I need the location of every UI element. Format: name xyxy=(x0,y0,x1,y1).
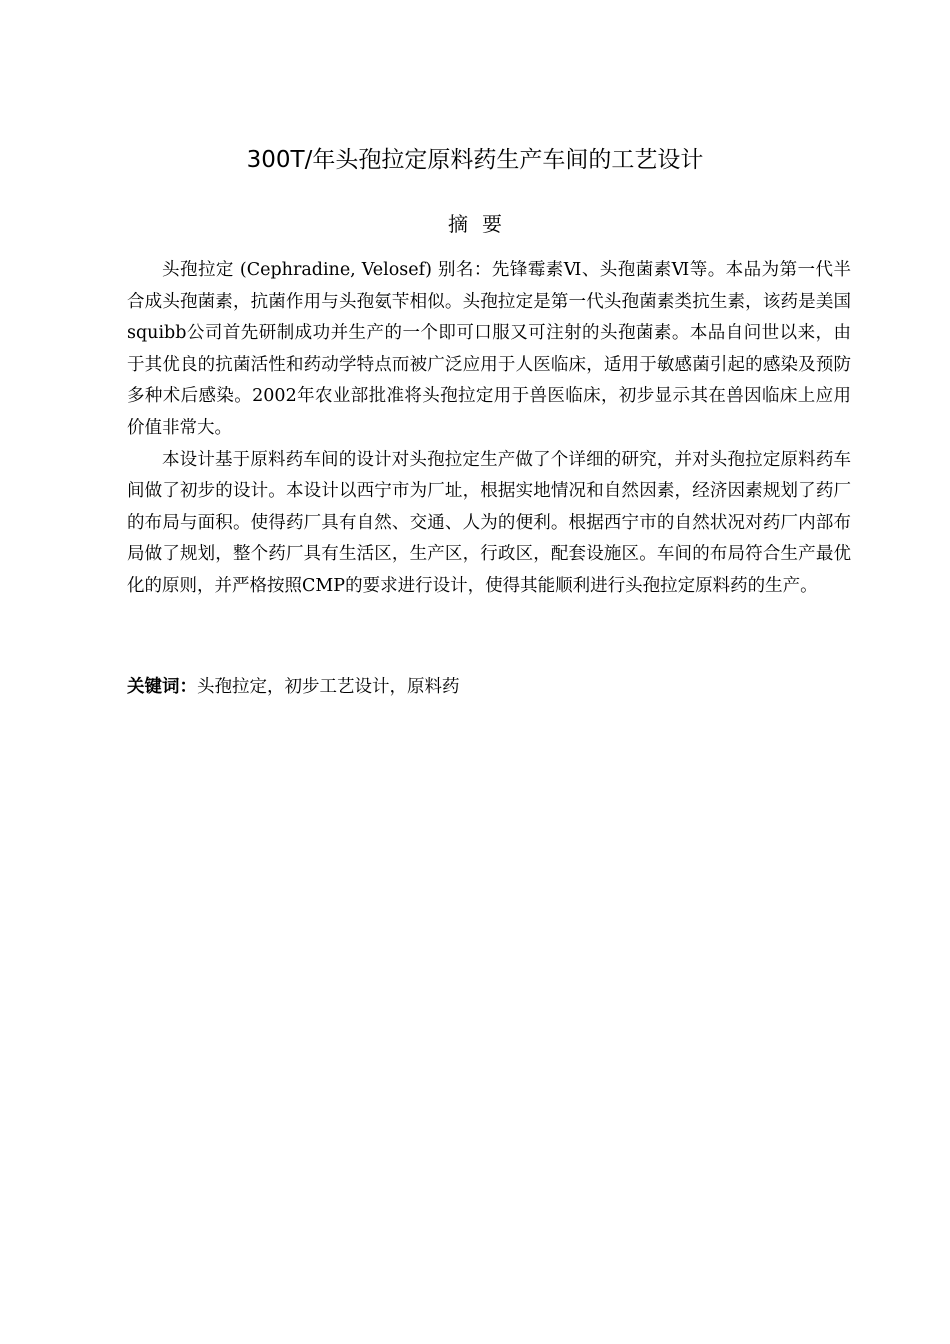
abstract-paragraph-2: 本设计基于原料药车间的设计对头孢拉定生产做了个详细的研究，并对头孢拉定原料药车间做了初步的设计。本设计以西宁市为厂址，根据实地情况和自然因素，经济因素规划了药厂的布局与面积。使得药厂具有自然、交通、人为的便利。根据西宁市的自然状况对药厂内部布局做了规划，整个药厂具有生活区，生产区，行政区，配套设施区。车间的布局符合生产最优化的原则，并严格按照CMP的要求进行设计，使得其能顺利进行头孢拉定原料药的生产。 xyxy=(127,449,851,596)
abstract-heading: 摘要 xyxy=(448,212,516,236)
keywords-line xyxy=(127,672,851,703)
keywords-text: 头孢拉定，初步工艺设计，原料药 xyxy=(197,677,460,697)
keywords-label: 关键词： xyxy=(127,677,197,697)
abstract-body xyxy=(127,255,851,603)
abstract-paragraph-1: 头孢拉定 (Cephradine, Velosef) 别名：先锋霉素Ⅵ、头孢菌素Ⅵ等。本品为第一代半合成头孢菌素，抗菌作用与头孢氨苄相似。头孢拉定是第一代头孢菌素类抗生素，该药是美国squibb公司首先研制成功并生产的一个即可口服又可注射的头孢菌素。本品自问世以来，由于其优良的抗菌活性和药动学特点而被广泛应用于人医临床，适用于敏感菌引起的感染及预防多种术后感染。2002年农业部批准将头孢拉定用于兽医临床，初步显示其在兽因临床上应用价值非常大。 xyxy=(127,260,851,438)
document-title: 300T/年头孢拉定原料药生产车间的工艺设计 xyxy=(246,147,704,173)
